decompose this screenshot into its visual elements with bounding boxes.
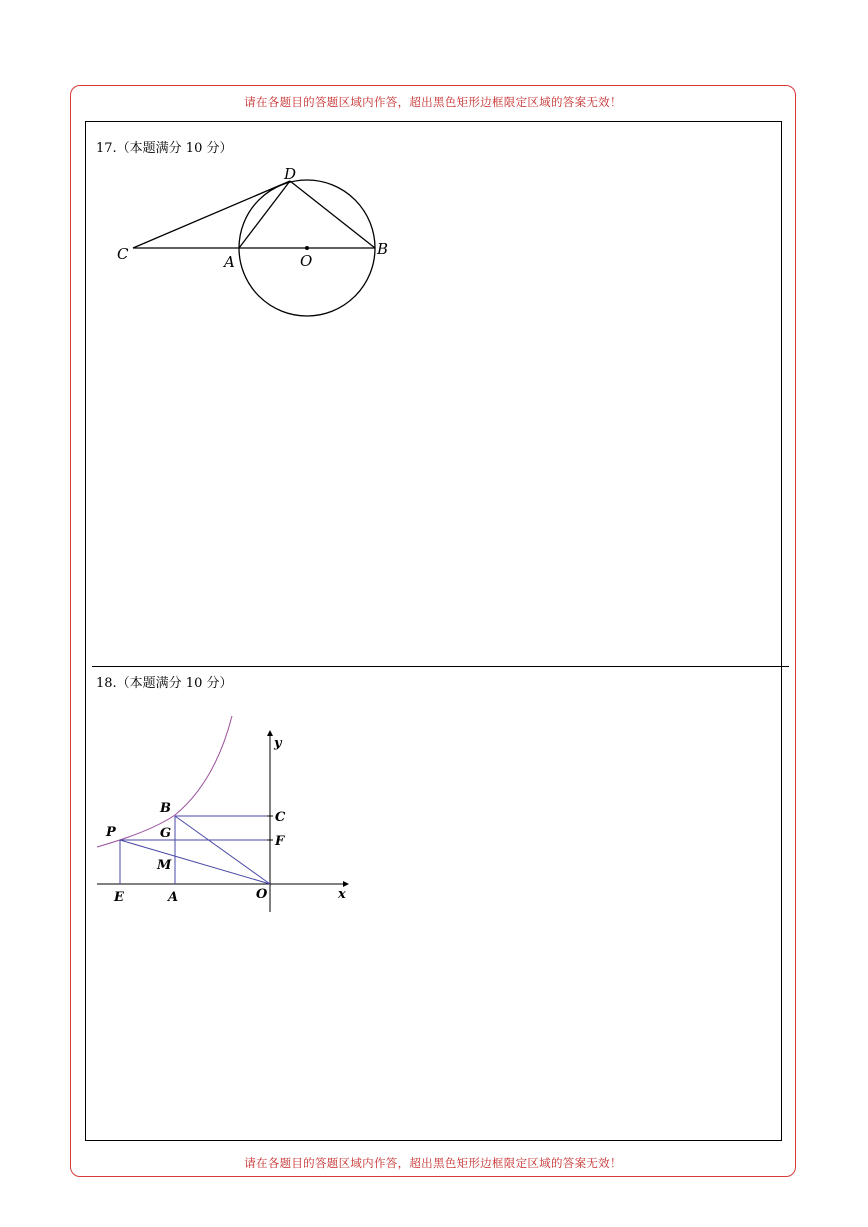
label-d: D <box>284 165 297 183</box>
label-b: B <box>160 801 171 816</box>
label-c: C <box>275 810 286 825</box>
question-17-title: 17.（本题满分 10 分） <box>96 141 233 156</box>
question-18-title: 18.（本题满分 10 分） <box>96 676 233 691</box>
notice-bottom: 请在各题目的答题区域内作答，超出黑色矩形边框限定区域的答案无效！ <box>244 1156 622 1170</box>
label-f: F <box>275 834 285 849</box>
label-e: E <box>114 890 124 905</box>
label-b: B <box>377 240 389 258</box>
figure-18 <box>90 710 360 910</box>
label-a: A <box>224 253 235 271</box>
segment-da <box>239 181 290 248</box>
center-dot <box>305 246 309 250</box>
figure-17 <box>110 160 400 330</box>
segment-po <box>120 840 270 884</box>
segment-bo <box>175 816 270 884</box>
segment-cd <box>133 181 290 248</box>
label-a: A <box>168 890 179 905</box>
label-x: x <box>338 887 346 902</box>
notice-top: 请在各题目的答题区域内作答，超出黑色矩形边框限定区域的答案无效！ <box>244 95 622 109</box>
segment-db <box>290 181 375 248</box>
label-p: P <box>106 825 116 840</box>
label-m: M <box>157 858 172 873</box>
label-c: C <box>117 245 129 263</box>
question-divider <box>92 666 789 667</box>
label-o: O <box>256 887 268 902</box>
label-g: G <box>160 826 172 841</box>
label-y: y <box>274 736 282 751</box>
label-o: O <box>300 252 313 270</box>
